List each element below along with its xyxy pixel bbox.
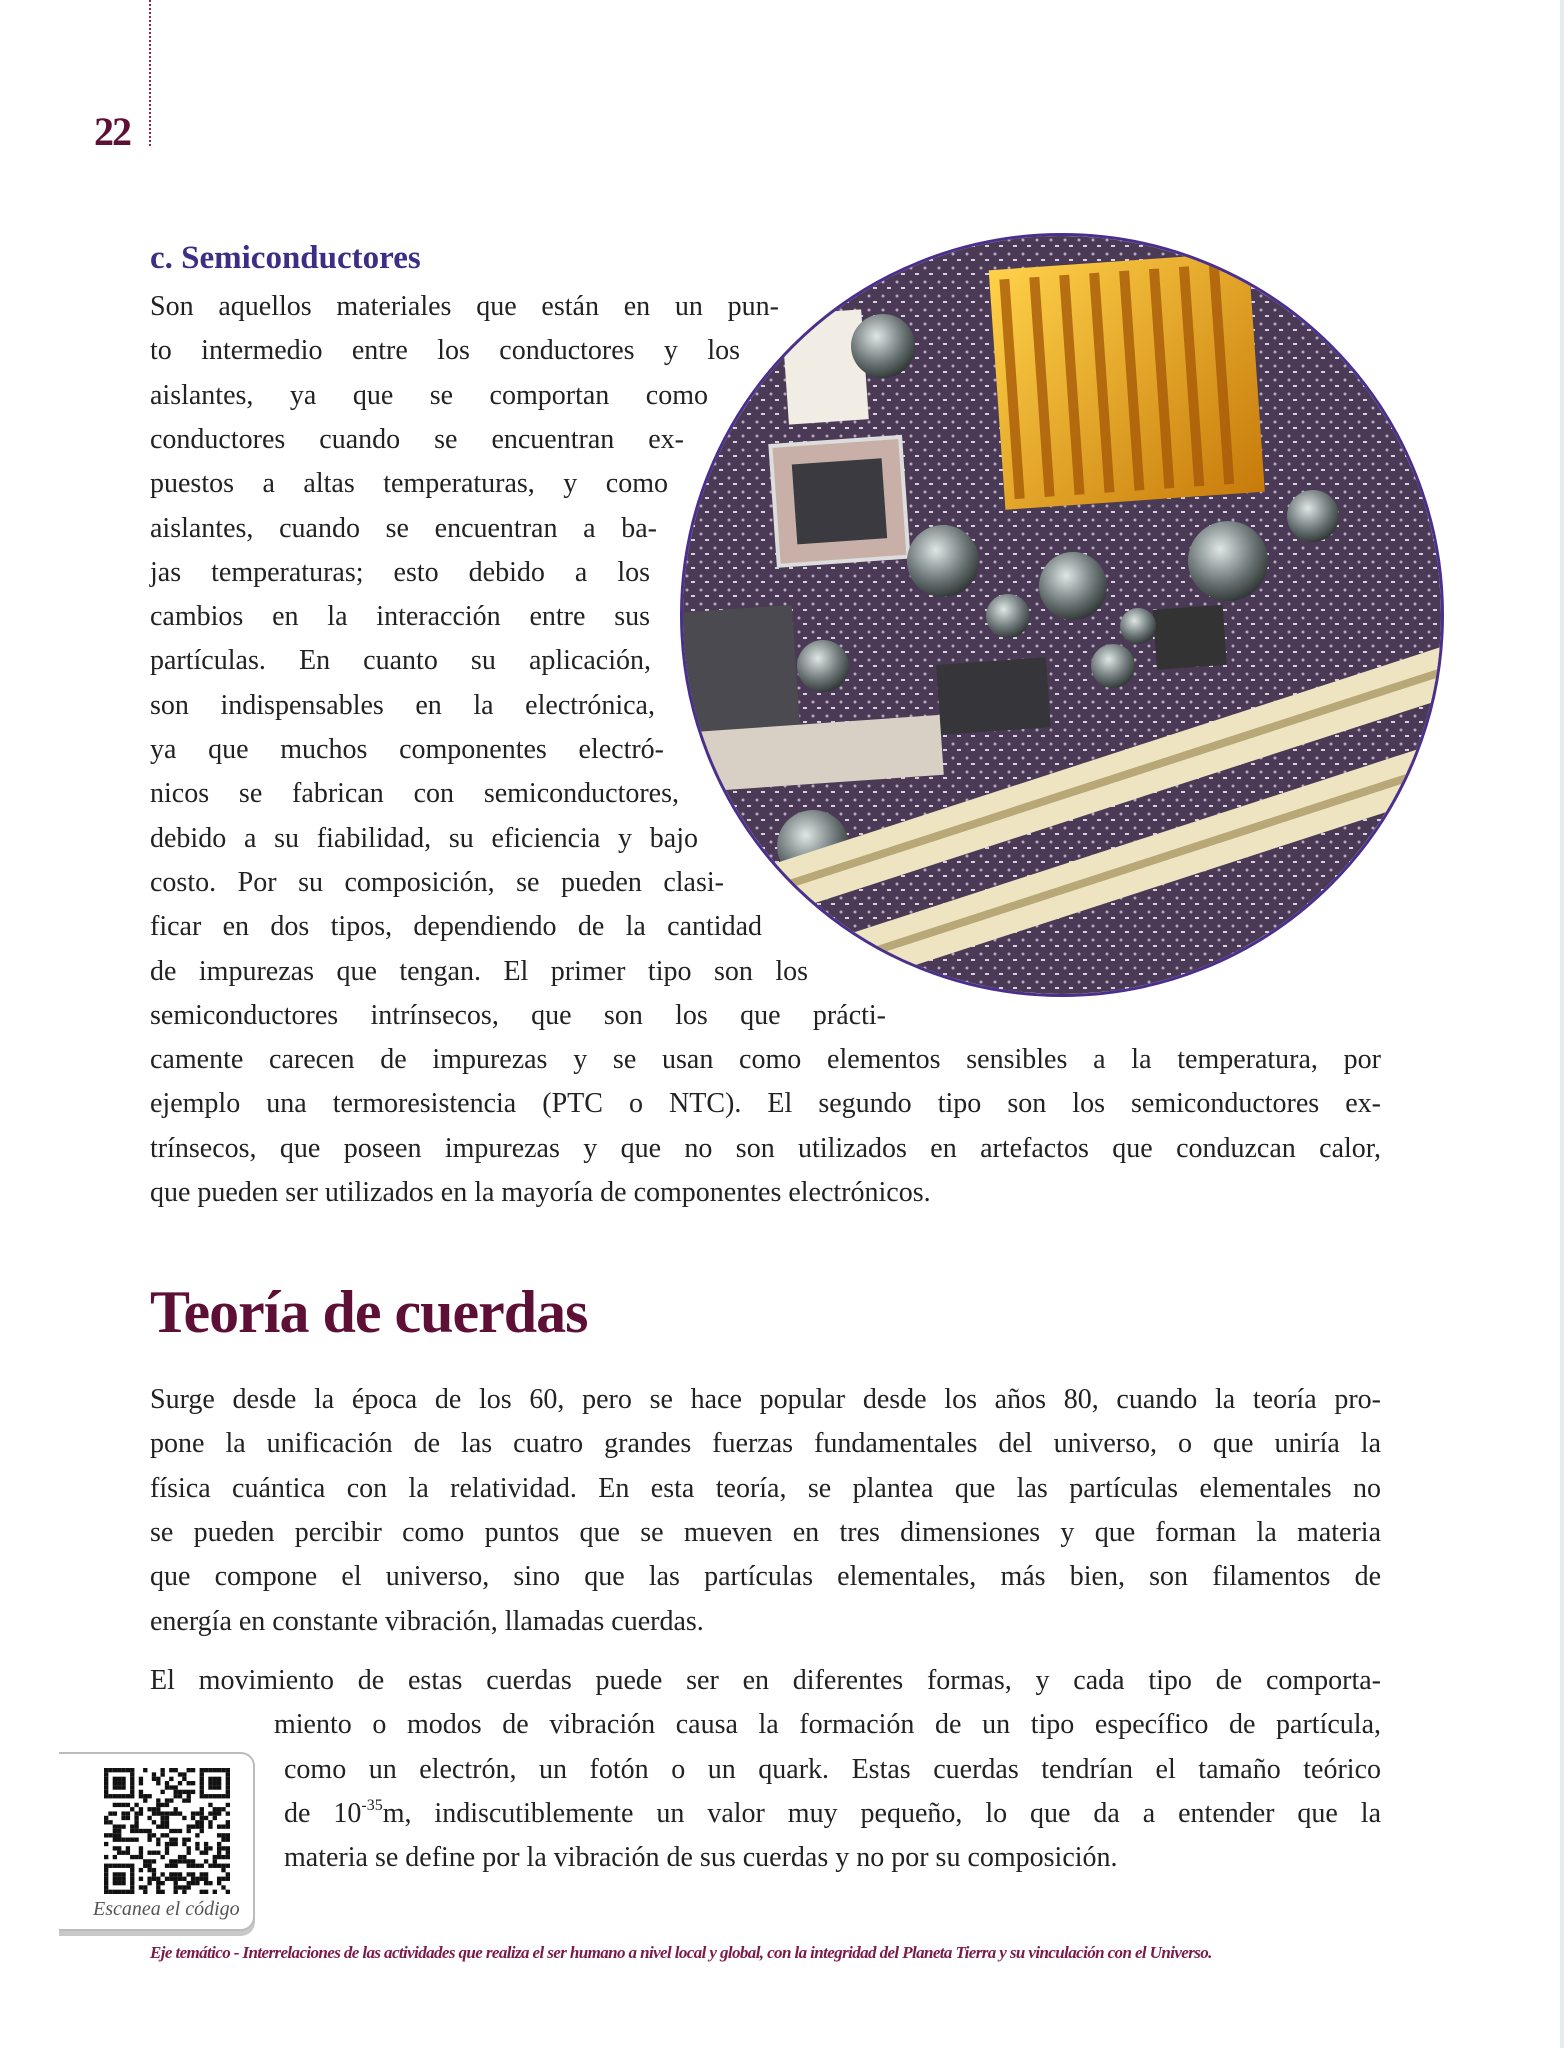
text-line: trínsecos, que poseen impurezas y que no son utilizados en artefactos que conduzcan calor, <box>150 1132 1381 1164</box>
text-line: conductores cuando se encuentran ex- <box>150 423 684 455</box>
text-line: to intermedio entre los conductores y los <box>150 335 740 367</box>
text-line: camente carecen de impurezas y se usan como elementos sensibles a la temperatura, por <box>150 1044 1381 1076</box>
margin-dotted-rule <box>149 0 151 146</box>
text-line: partículas. En cuanto su aplicación, <box>150 645 651 677</box>
size-rest: m, indiscutiblemente un valor muy pequeño, lo que da a entender que la <box>382 1798 1382 1829</box>
text-line: física cuántica con la relatividad. En esta teoría, se plantea que las partículas elementales no <box>150 1472 1381 1504</box>
size-exponent: -35 <box>361 1797 383 1814</box>
size-prefix: de 10 <box>284 1798 362 1829</box>
page-number: 22 <box>94 109 130 154</box>
section-title-teoria-de-cuerdas: Teoría de cuerdas <box>150 1279 588 1345</box>
text-line: son indispensables en la electrónica, <box>150 689 655 721</box>
section-heading-semiconductores: c. Semiconductores <box>150 240 421 276</box>
text-line: semiconductores intrínsecos, que son los que prácti- <box>150 999 886 1031</box>
text-line: costo. Por su composición, se pueden clasi- <box>150 866 724 898</box>
qr-code-box[interactable] <box>59 1752 255 1931</box>
text-line: cambios en la interacción entre sus <box>150 601 650 633</box>
text-line: energía en constante vibración, llamadas cuerdas. <box>150 1605 704 1637</box>
text-line-size <box>284 1794 1381 1834</box>
text-line: de impurezas que tengan. El primer tipo son los <box>150 955 808 987</box>
text-line: nicos se fabrican con semiconductores, <box>150 778 679 810</box>
text-line: Son aquellos materiales que están en un pun- <box>150 291 779 322</box>
text-line: ya que muchos componentes electró- <box>150 734 664 765</box>
text-line: ejemplo una termoresistencia (PTC o NTC). El segundo tipo son los semiconductores ex- <box>150 1088 1381 1120</box>
text-line: que compone el universo, sino que las partículas elementales, más bien, son filamentos de <box>150 1561 1381 1593</box>
page-edge <box>1560 0 1564 2048</box>
motherboard-image <box>683 236 1444 997</box>
text-line: miento o modos de vibración causa la formación de un tipo específico de partícula, <box>274 1709 1381 1741</box>
text-line: puestos a altas temperaturas, y como <box>150 468 668 500</box>
text-line: debido a su fiabilidad, su eficiencia y bajo <box>150 822 698 854</box>
text-line: Surge desde la época de los 60, pero se hace popular desde los años 80, cuando la teoría pro- <box>150 1384 1381 1415</box>
text-line: pone la unificación de las cuatro grandes fuerzas fundamentales del universo, o que uniría la <box>150 1428 1381 1460</box>
text-line: jas temperaturas; esto debido a los <box>150 556 650 588</box>
text-line: que pueden ser utilizados en la mayoría de componentes electrónicos. <box>150 1177 931 1208</box>
text-line: como un electrón, un fotón o un quark. Estas cuerdas tendrían el tamaño teórico <box>284 1753 1381 1785</box>
circuit-board-photo <box>680 233 1444 997</box>
text-line: El movimiento de estas cuerdas puede ser en diferentes formas, y cada tipo de comporta- <box>150 1665 1381 1696</box>
qr-code-icon[interactable] <box>104 1768 230 1894</box>
text-line: aislantes, cuando se encuentran a ba- <box>150 512 657 544</box>
text-line: ficar en dos tipos, dependiendo de la cantidad <box>150 911 762 943</box>
text-line: se pueden percibir como puntos que se mueven en tres dimensiones y que forman la materia <box>150 1516 1381 1548</box>
text-line: materia se define por la vibración de sus cuerdas y no por su composición. <box>284 1842 1118 1873</box>
qr-caption: Escanea el código <box>93 1898 240 1920</box>
text-line: aislantes, ya que se comportan como <box>150 379 708 411</box>
footer-thematic-axis: Eje temático - Interrelaciones de las actividades que realiza el ser humano a nivel local y global, con la integridad del Planeta Tierra y su vinculación con el Universo. <box>150 1943 1212 1962</box>
